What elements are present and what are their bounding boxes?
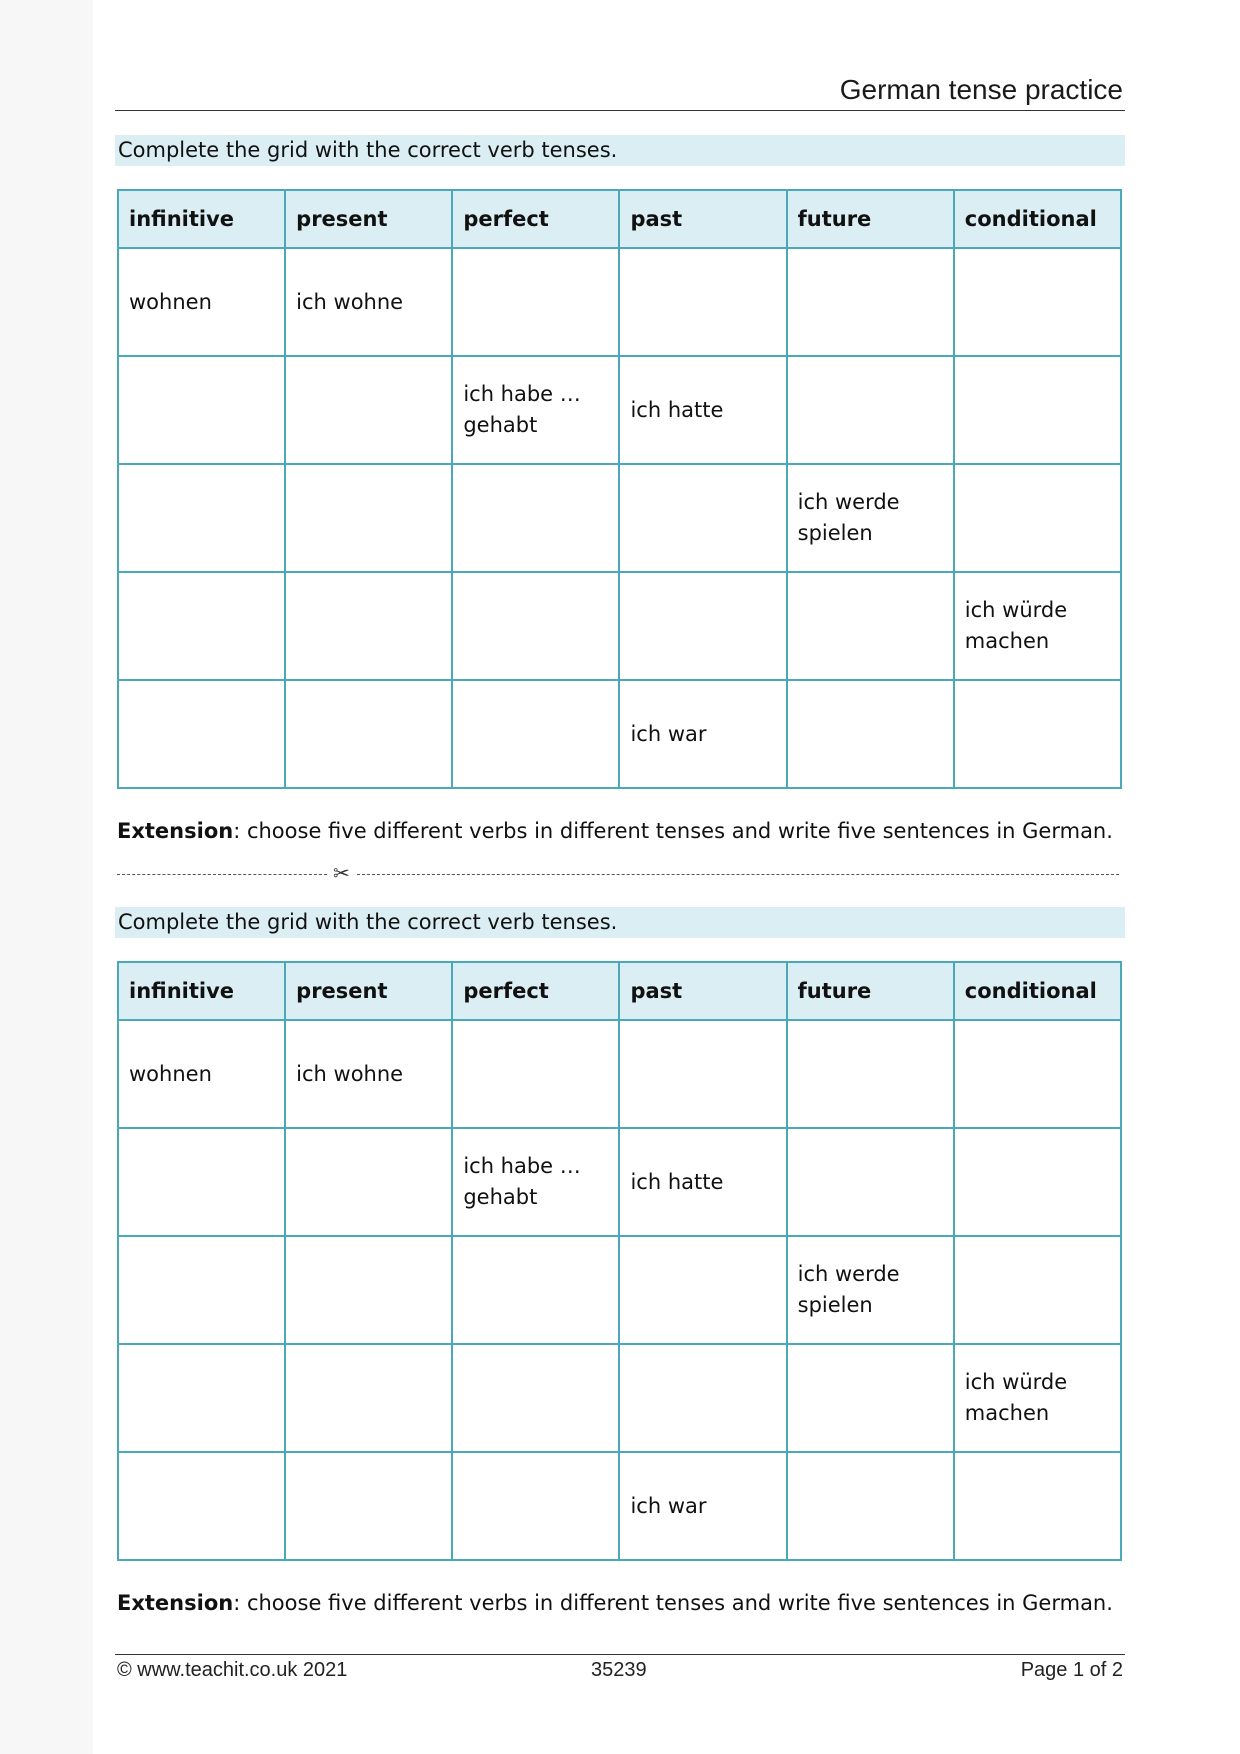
grid-cell[interactable]	[118, 1128, 285, 1236]
grid-cell[interactable]	[619, 1344, 786, 1452]
page-number: Page 1 of 2	[1020, 1659, 1123, 1681]
grid-header-row	[118, 190, 1121, 248]
grid-cell[interactable]: ich hatte	[619, 356, 786, 464]
grid-cell[interactable]	[452, 572, 619, 680]
grid-cell[interactable]	[954, 464, 1121, 572]
instruction-banner: Complete the grid with the correct verb tenses.	[115, 135, 1125, 166]
grid-cell[interactable]	[787, 356, 954, 464]
grid-cell[interactable]	[118, 680, 285, 788]
extension-task	[117, 1588, 1127, 1618]
page-header	[115, 72, 1125, 111]
grid-cell[interactable]	[619, 572, 786, 680]
column-header-future: future	[787, 962, 954, 1020]
grid-cell[interactable]	[285, 1344, 452, 1452]
grid-cell[interactable]	[285, 356, 452, 464]
grid-cell[interactable]	[954, 1452, 1121, 1560]
grid-cell[interactable]	[285, 1452, 452, 1560]
grid-cell[interactable]: ich habe … gehabt	[452, 1128, 619, 1236]
page-footer	[115, 1654, 1125, 1695]
grid-cell[interactable]	[285, 572, 452, 680]
grid-cell[interactable]	[452, 680, 619, 788]
grid-header-row	[118, 962, 1121, 1020]
scissors-icon: ✂	[333, 861, 350, 885]
table-row	[118, 1128, 1121, 1236]
grid-cell[interactable]	[619, 248, 786, 356]
grid-cell[interactable]	[452, 1020, 619, 1128]
grid-cell[interactable]: ich wohne	[285, 248, 452, 356]
extension-text: : choose five different verbs in different tenses and write five sentences in German.	[233, 1591, 1113, 1615]
grid-cell[interactable]	[285, 1236, 452, 1344]
column-header-future: future	[787, 190, 954, 248]
grid-cell[interactable]	[954, 1020, 1121, 1128]
extension-label: Extension	[117, 819, 234, 843]
grid-cell[interactable]	[619, 464, 786, 572]
grid-cell[interactable]	[954, 248, 1121, 356]
grid-cell[interactable]	[452, 1344, 619, 1452]
grid-cell[interactable]: wohnen	[118, 248, 285, 356]
grid-cell[interactable]	[954, 1236, 1121, 1344]
grid-cell[interactable]	[285, 1128, 452, 1236]
table-row	[118, 572, 1121, 680]
column-header-present: present	[285, 190, 452, 248]
cut-line-dash	[117, 874, 327, 875]
grid-cell[interactable]: ich würde machen	[954, 1344, 1121, 1452]
table-row	[118, 680, 1121, 788]
table-row	[118, 356, 1121, 464]
table-row	[118, 464, 1121, 572]
column-header-infinitive: infinitive	[118, 962, 285, 1020]
grid-cell[interactable]	[452, 1452, 619, 1560]
column-header-past: past	[619, 962, 786, 1020]
column-header-conditional: conditional	[954, 190, 1121, 248]
grid-cell[interactable]	[118, 1452, 285, 1560]
column-header-perfect: perfect	[452, 190, 619, 248]
grid-cell[interactable]	[118, 1344, 285, 1452]
table-row	[118, 1452, 1121, 1560]
tense-grid	[117, 189, 1122, 789]
table-row	[118, 248, 1121, 356]
extension-task	[117, 816, 1127, 846]
grid-cell[interactable]	[787, 1128, 954, 1236]
column-header-infinitive: infinitive	[118, 190, 285, 248]
table-row	[118, 1020, 1121, 1128]
grid-cell[interactable]	[954, 1128, 1121, 1236]
grid-cell[interactable]: ich werde spielen	[787, 464, 954, 572]
grid-cell[interactable]	[787, 1452, 954, 1560]
page-title: German tense practice	[839, 74, 1123, 105]
cut-line	[117, 861, 1119, 885]
table-row	[118, 1344, 1121, 1452]
grid-cell[interactable]	[118, 1236, 285, 1344]
grid-cell[interactable]: ich werde spielen	[787, 1236, 954, 1344]
grid-cell[interactable]	[285, 464, 452, 572]
grid-cell[interactable]	[452, 248, 619, 356]
grid-cell[interactable]	[954, 680, 1121, 788]
column-header-present: present	[285, 962, 452, 1020]
copyright-text: © www.teachit.co.uk 2021	[117, 1659, 348, 1681]
grid-cell[interactable]	[787, 1344, 954, 1452]
column-header-perfect: perfect	[452, 962, 619, 1020]
grid-cell[interactable]	[954, 356, 1121, 464]
column-header-past: past	[619, 190, 786, 248]
grid-cell[interactable]: ich habe … gehabt	[452, 356, 619, 464]
grid-cell[interactable]	[285, 680, 452, 788]
grid-cell[interactable]: ich würde machen	[954, 572, 1121, 680]
grid-cell[interactable]	[452, 464, 619, 572]
extension-text: : choose five different verbs in different tenses and write five sentences in German.	[233, 819, 1113, 843]
extension-label: Extension	[117, 1591, 234, 1615]
grid-cell[interactable]: ich hatte	[619, 1128, 786, 1236]
grid-cell[interactable]	[619, 1020, 786, 1128]
grid-cell[interactable]	[118, 464, 285, 572]
column-header-conditional: conditional	[954, 962, 1121, 1020]
grid-cell[interactable]	[619, 1236, 786, 1344]
grid-cell[interactable]	[118, 356, 285, 464]
cut-line-dash	[357, 874, 1119, 875]
grid-cell[interactable]	[787, 572, 954, 680]
grid-cell[interactable]: ich wohne	[285, 1020, 452, 1128]
grid-cell[interactable]	[787, 248, 954, 356]
grid-cell[interactable]	[452, 1236, 619, 1344]
instruction-banner: Complete the grid with the correct verb tenses.	[115, 907, 1125, 938]
table-row	[118, 1236, 1121, 1344]
resource-code: 35239	[591, 1659, 647, 1681]
tense-grid	[117, 961, 1122, 1561]
grid-cell[interactable]	[118, 572, 285, 680]
grid-cell[interactable]: ich war	[619, 1452, 786, 1560]
grid-cell[interactable]: ich war	[619, 680, 786, 788]
grid-cell[interactable]: wohnen	[118, 1020, 285, 1128]
grid-cell[interactable]	[787, 1020, 954, 1128]
grid-cell[interactable]	[787, 680, 954, 788]
